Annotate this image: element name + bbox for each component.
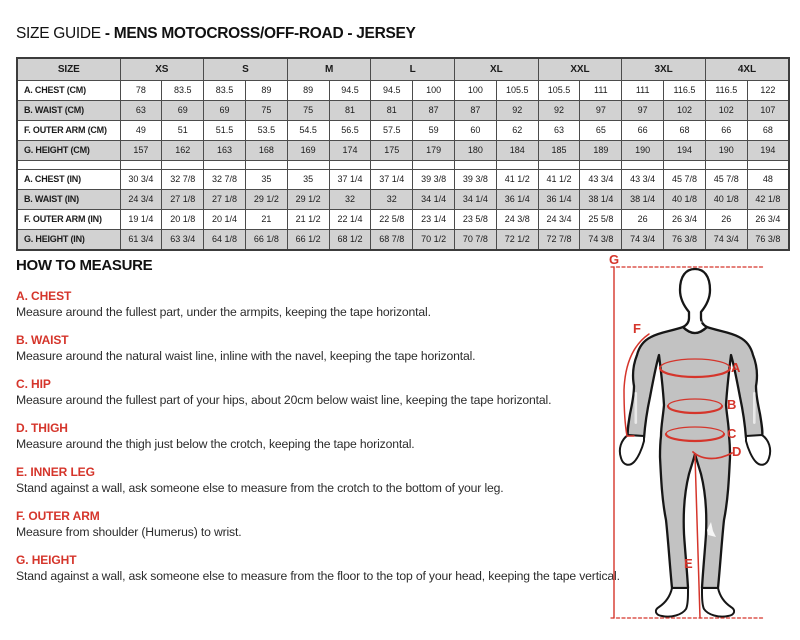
measure-item-label: D. THIGH <box>16 421 68 435</box>
size-value-cell: 76 3/8 <box>664 230 706 251</box>
figure-left-hand <box>620 435 644 465</box>
spacer-cell <box>413 161 455 170</box>
size-value-cell: 175 <box>371 141 413 161</box>
spacer-cell <box>455 161 497 170</box>
size-value-cell: 66 1/2 <box>287 230 329 251</box>
figure-right-foot <box>702 588 734 617</box>
measure-item-text: Measure around the natural waist line, inline with the navel, keeping the tape horizontal. <box>16 349 476 363</box>
page-title <box>16 24 416 44</box>
size-value-cell: 51 <box>162 121 204 141</box>
size-value-cell: 194 <box>747 141 789 161</box>
size-value-cell: 180 <box>455 141 497 161</box>
size-value-cell: 40 1/8 <box>705 190 747 210</box>
spacer-cell <box>705 161 747 170</box>
spacer-cell <box>538 161 580 170</box>
size-column-header: 3XL <box>622 58 706 81</box>
size-value-cell: 87 <box>413 101 455 121</box>
size-value-cell: 63 <box>120 101 162 121</box>
measure-item-label: C. HIP <box>16 377 51 391</box>
size-value-cell: 22 5/8 <box>371 210 413 230</box>
table-row <box>17 121 789 141</box>
size-value-cell: 69 <box>162 101 204 121</box>
size-value-cell: 38 1/4 <box>622 190 664 210</box>
size-value-cell: 57.5 <box>371 121 413 141</box>
size-value-cell: 25 5/8 <box>580 210 622 230</box>
diagram-label-f: F <box>633 321 641 336</box>
size-value-cell: 76 3/8 <box>747 230 789 251</box>
spacer-cell <box>162 161 204 170</box>
size-value-cell: 64 1/8 <box>204 230 246 251</box>
page-title-product: - MENS MOTOCROSS/OFF-ROAD - JERSEY <box>104 25 416 42</box>
size-value-cell: 74 3/8 <box>580 230 622 251</box>
size-value-cell: 70 1/2 <box>413 230 455 251</box>
size-value-cell: 68 7/8 <box>371 230 413 251</box>
size-value-cell: 19 1/4 <box>120 210 162 230</box>
row-label: F. OUTER ARM (IN) <box>17 210 120 230</box>
size-value-cell: 27 1/8 <box>204 190 246 210</box>
size-value-cell: 32 7/8 <box>204 170 246 190</box>
size-value-cell: 23 5/8 <box>455 210 497 230</box>
measurement-diagram <box>603 248 799 638</box>
measure-item-outer-arm <box>16 509 606 540</box>
size-value-cell: 40 1/8 <box>664 190 706 210</box>
how-to-measure-heading: HOW TO MEASURE <box>16 257 153 274</box>
size-value-cell: 63 3/4 <box>162 230 204 251</box>
size-value-cell: 24 3/4 <box>120 190 162 210</box>
measure-item-text: Measure around the thigh just below the crotch, keeping the tape horizontal. <box>16 437 415 451</box>
size-value-cell: 100 <box>455 81 497 101</box>
size-value-cell: 83.5 <box>162 81 204 101</box>
size-value-cell: 48 <box>747 170 789 190</box>
size-value-cell: 72 1/2 <box>496 230 538 251</box>
diagram-label-c: C <box>727 426 737 441</box>
size-value-cell: 66 1/8 <box>245 230 287 251</box>
brand-strip-right-arm <box>753 392 756 424</box>
size-value-cell: 68 <box>664 121 706 141</box>
spacer-cell <box>287 161 329 170</box>
size-value-cell: 26 <box>705 210 747 230</box>
size-value-cell: 24 3/8 <box>496 210 538 230</box>
size-value-cell: 83.5 <box>204 81 246 101</box>
size-value-cell: 61 3/4 <box>120 230 162 251</box>
size-value-cell: 37 1/4 <box>371 170 413 190</box>
measure-item-thigh <box>16 421 606 452</box>
size-value-cell: 21 <box>245 210 287 230</box>
size-value-cell: 74 3/4 <box>622 230 664 251</box>
size-value-cell: 74 3/4 <box>705 230 747 251</box>
size-value-cell: 51.5 <box>204 121 246 141</box>
size-value-cell: 97 <box>580 101 622 121</box>
row-label: A. CHEST (CM) <box>17 81 120 101</box>
size-value-cell: 75 <box>287 101 329 121</box>
size-value-cell: 59 <box>413 121 455 141</box>
size-value-cell: 24 3/4 <box>538 210 580 230</box>
size-value-cell: 87 <box>455 101 497 121</box>
size-value-cell: 32 7/8 <box>162 170 204 190</box>
size-value-cell: 21 1/2 <box>287 210 329 230</box>
size-value-cell: 38 1/4 <box>580 190 622 210</box>
size-value-cell: 20 1/4 <box>204 210 246 230</box>
size-value-cell: 116.5 <box>705 81 747 101</box>
size-value-cell: 26 <box>622 210 664 230</box>
size-value-cell: 42 1/8 <box>747 190 789 210</box>
measure-item-waist <box>16 333 606 364</box>
size-value-cell: 174 <box>329 141 371 161</box>
size-value-cell: 30 3/4 <box>120 170 162 190</box>
spacer-cell <box>245 161 287 170</box>
size-value-cell: 41 1/2 <box>496 170 538 190</box>
size-value-cell: 81 <box>371 101 413 121</box>
size-value-cell: 65 <box>580 121 622 141</box>
spacer-cell <box>622 161 664 170</box>
size-value-cell: 162 <box>162 141 204 161</box>
size-header-cell: SIZE <box>17 58 120 81</box>
size-value-cell: 39 3/8 <box>455 170 497 190</box>
size-value-cell: 66 <box>622 121 664 141</box>
size-value-cell: 36 1/4 <box>496 190 538 210</box>
diagram-label-d: D <box>732 444 742 459</box>
brand-strip-left-arm <box>635 392 638 424</box>
size-value-cell: 168 <box>245 141 287 161</box>
size-value-cell: 43 3/4 <box>622 170 664 190</box>
size-value-cell: 94.5 <box>371 81 413 101</box>
spacer-cell <box>17 161 120 170</box>
size-value-cell: 157 <box>120 141 162 161</box>
size-value-cell: 68 1/2 <box>329 230 371 251</box>
measure-item-text: Measure around the fullest part, under the armpits, keeping the tape horizontal. <box>16 305 431 319</box>
size-value-cell: 189 <box>580 141 622 161</box>
measure-item-label: A. CHEST <box>16 289 72 303</box>
how-to-measure-section <box>16 257 620 597</box>
size-value-cell: 36 1/4 <box>538 190 580 210</box>
size-value-cell: 92 <box>496 101 538 121</box>
measure-item-text: Measure around the fullest part of your hips, about 20cm below waist line, keeping the tape horizontal. <box>16 393 552 407</box>
spacer-cell <box>580 161 622 170</box>
size-value-cell: 68 <box>747 121 789 141</box>
table-row <box>17 170 789 190</box>
spacer-cell <box>120 161 162 170</box>
figure-right-hand <box>746 435 770 465</box>
size-value-cell: 62 <box>496 121 538 141</box>
size-value-cell: 179 <box>413 141 455 161</box>
size-value-cell: 194 <box>664 141 706 161</box>
size-value-cell: 163 <box>204 141 246 161</box>
table-row <box>17 101 789 121</box>
size-value-cell: 20 1/8 <box>162 210 204 230</box>
section-spacer-row <box>17 161 789 170</box>
measure-item-label: E. INNER LEG <box>16 465 95 479</box>
size-value-cell: 27 1/8 <box>162 190 204 210</box>
measure-item-text: Measure from shoulder (Humerus) to wrist. <box>16 525 242 539</box>
row-label: G. HEIGHT (CM) <box>17 141 120 161</box>
size-value-cell: 22 1/4 <box>329 210 371 230</box>
size-value-cell: 89 <box>287 81 329 101</box>
size-value-cell: 32 <box>371 190 413 210</box>
size-value-cell: 184 <box>496 141 538 161</box>
measure-item-label: B. WAIST <box>16 333 69 347</box>
size-column-header: L <box>371 58 455 81</box>
size-value-cell: 100 <box>413 81 455 101</box>
measure-item-label: G. HEIGHT <box>16 553 77 567</box>
inner-leg-line <box>695 455 700 618</box>
size-value-cell: 60 <box>455 121 497 141</box>
size-value-cell: 41 1/2 <box>538 170 580 190</box>
row-label: B. WAIST (IN) <box>17 190 120 210</box>
table-row <box>17 230 789 251</box>
measure-item-text: Stand against a wall, ask someone else to measure from the floor to the top of your head, keeping the tape vertical. <box>16 569 620 583</box>
row-label: G. HEIGHT (IN) <box>17 230 120 251</box>
diagram-label-g: G <box>609 252 620 267</box>
size-value-cell: 190 <box>622 141 664 161</box>
size-value-cell: 49 <box>120 121 162 141</box>
size-value-cell: 56.5 <box>329 121 371 141</box>
diagram-label-b: B <box>727 397 737 412</box>
size-value-cell: 81 <box>329 101 371 121</box>
size-column-header: XS <box>120 58 204 81</box>
size-value-cell: 32 <box>329 190 371 210</box>
size-value-cell: 53.5 <box>245 121 287 141</box>
measure-item-hip <box>16 377 606 408</box>
measure-item-inner-leg <box>16 465 606 496</box>
size-value-cell: 105.5 <box>496 81 538 101</box>
size-value-cell: 190 <box>705 141 747 161</box>
size-value-cell: 169 <box>287 141 329 161</box>
spacer-cell <box>496 161 538 170</box>
spacer-cell <box>664 161 706 170</box>
size-value-cell: 45 7/8 <box>664 170 706 190</box>
page-title-prefix: SIZE GUIDE <box>16 25 105 42</box>
size-value-cell: 34 1/4 <box>455 190 497 210</box>
size-value-cell: 94.5 <box>329 81 371 101</box>
size-value-cell: 29 1/2 <box>287 190 329 210</box>
size-value-cell: 102 <box>664 101 706 121</box>
spacer-cell <box>204 161 246 170</box>
spacer-cell <box>329 161 371 170</box>
size-value-cell: 111 <box>580 81 622 101</box>
size-column-header: XXL <box>538 58 622 81</box>
size-value-cell: 39 3/8 <box>413 170 455 190</box>
size-value-cell: 107 <box>747 101 789 121</box>
size-value-cell: 89 <box>245 81 287 101</box>
size-header-row <box>17 58 789 81</box>
diagram-label-a: A <box>731 360 741 375</box>
measure-item-chest <box>16 289 606 320</box>
size-value-cell: 45 7/8 <box>705 170 747 190</box>
measure-item-text: Stand against a wall, ask someone else to measure from the crotch to the bottom of your leg. <box>16 481 504 495</box>
size-column-header: XL <box>455 58 539 81</box>
size-value-cell: 102 <box>705 101 747 121</box>
size-value-cell: 72 7/8 <box>538 230 580 251</box>
size-value-cell: 69 <box>204 101 246 121</box>
table-row <box>17 81 789 101</box>
size-value-cell: 185 <box>538 141 580 161</box>
measure-item-height <box>16 553 620 584</box>
size-value-cell: 97 <box>622 101 664 121</box>
measure-item-label: F. OUTER ARM <box>16 509 100 523</box>
size-value-cell: 43 3/4 <box>580 170 622 190</box>
spacer-cell <box>747 161 789 170</box>
size-value-cell: 122 <box>747 81 789 101</box>
diagram-label-e: E <box>684 556 693 571</box>
spacer-cell <box>371 161 413 170</box>
size-value-cell: 116.5 <box>664 81 706 101</box>
size-value-cell: 26 3/4 <box>664 210 706 230</box>
size-value-cell: 35 <box>287 170 329 190</box>
size-column-header: S <box>204 58 288 81</box>
size-value-cell: 23 1/4 <box>413 210 455 230</box>
size-value-cell: 26 3/4 <box>747 210 789 230</box>
size-column-header: M <box>287 58 371 81</box>
size-value-cell: 75 <box>245 101 287 121</box>
table-row <box>17 190 789 210</box>
size-value-cell: 34 1/4 <box>413 190 455 210</box>
size-value-cell: 70 7/8 <box>455 230 497 251</box>
size-value-cell: 29 1/2 <box>245 190 287 210</box>
size-value-cell: 92 <box>538 101 580 121</box>
size-column-header: 4XL <box>705 58 789 81</box>
row-label: B. WAIST (CM) <box>17 101 120 121</box>
row-label: A. CHEST (IN) <box>17 170 120 190</box>
size-table <box>16 57 790 251</box>
figure-left-foot <box>656 588 688 617</box>
size-value-cell: 37 1/4 <box>329 170 371 190</box>
size-value-cell: 66 <box>705 121 747 141</box>
size-value-cell: 111 <box>622 81 664 101</box>
size-value-cell: 78 <box>120 81 162 101</box>
size-value-cell: 54.5 <box>287 121 329 141</box>
size-value-cell: 35 <box>245 170 287 190</box>
row-label: F. OUTER ARM (CM) <box>17 121 120 141</box>
table-row <box>17 141 789 161</box>
size-value-cell: 63 <box>538 121 580 141</box>
table-row <box>17 210 789 230</box>
size-value-cell: 105.5 <box>538 81 580 101</box>
